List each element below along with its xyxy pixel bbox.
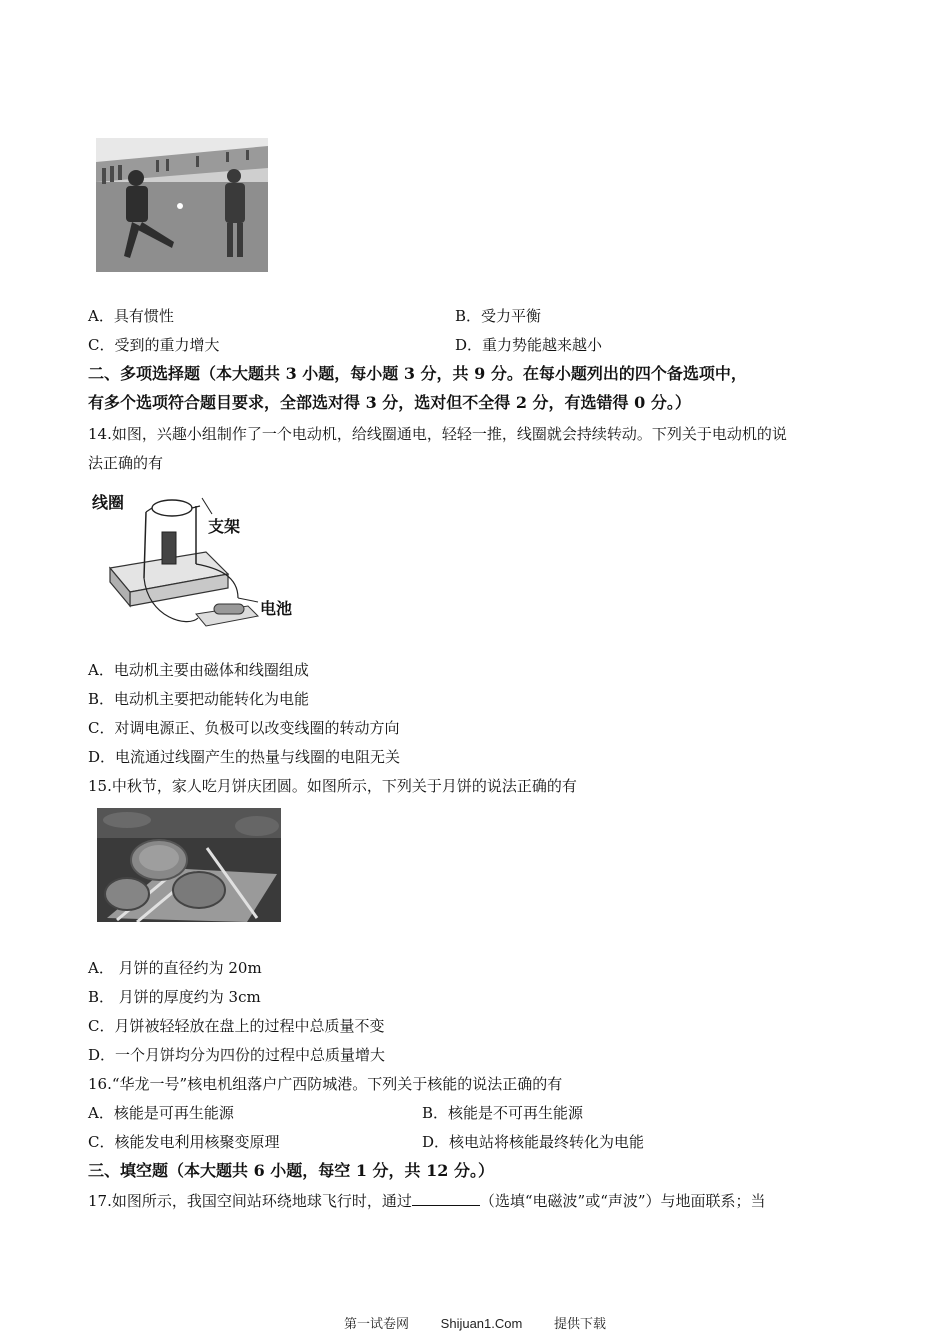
section3-heading: 三、填空题（本大题共 6 小题，每空 1 分，共 12 分。） bbox=[88, 1161, 494, 1180]
label-coil: 线圈 bbox=[92, 493, 125, 512]
label-battery: 电池 bbox=[260, 599, 293, 618]
footer-site-en[interactable]: Shijuan1.Com bbox=[440, 1316, 523, 1331]
q14-stem-line2: 法正确的有 bbox=[88, 454, 164, 472]
q16-option-c[interactable]: C．核能发电利用核聚变原理 bbox=[88, 1133, 280, 1151]
q17-stem-before: 17.如图所示，我国空间站环绕地球飞行时，通过 bbox=[88, 1192, 412, 1210]
q15-option-a[interactable]: A． 月饼的直径约为 20m bbox=[88, 959, 262, 977]
q17-stem bbox=[88, 1191, 766, 1211]
q14-option-d[interactable]: D．电流通过线圈产生的热量与线圈的电阻无关 bbox=[88, 748, 401, 766]
photo-mooncakes bbox=[97, 808, 281, 922]
page-footer bbox=[0, 1313, 950, 1332]
photo-shuttlecock-kick bbox=[96, 138, 268, 272]
q13-option-a[interactable]: A．具有惯性 bbox=[88, 307, 174, 325]
q17-stem-after: （选填“电磁波”或“声波”）与地面联系；当 bbox=[479, 1192, 766, 1210]
footer-action: 提供下载 bbox=[553, 1316, 606, 1331]
section2-heading-line2: 有多个选项符合题目要求，全部选对得 3 分，选对但不全得 2 分，有选错得 0 分。） bbox=[88, 393, 691, 412]
q15-option-b[interactable]: B． 月饼的厚度约为 3cm bbox=[88, 988, 261, 1006]
q17-answer-blank[interactable] bbox=[412, 1191, 480, 1206]
q15-option-d[interactable]: D．一个月饼均分为四份的过程中总质量增大 bbox=[88, 1046, 386, 1064]
q14-option-c[interactable]: C．对调电源正、负极可以改变线圈的转动方向 bbox=[88, 719, 400, 737]
figure-electric-motor bbox=[88, 488, 308, 638]
footer-site-cn[interactable]: 第一试卷网 bbox=[344, 1316, 410, 1331]
q16-stem: 16.“华龙一号”核电机组落户广西防城港。下列关于核能的说法正确的有 bbox=[88, 1075, 563, 1093]
q13-option-b[interactable]: B．受力平衡 bbox=[455, 307, 542, 325]
label-bracket: 支架 bbox=[208, 517, 241, 536]
q13-option-d[interactable]: D．重力势能越来越小 bbox=[455, 336, 603, 354]
q15-stem: 15.中秋节，家人吃月饼庆团圆。如图所示，下列关于月饼的说法正确的有 bbox=[88, 777, 577, 795]
photo-mooncakes-graphic bbox=[97, 808, 281, 922]
section2-heading-line1: 二、多项选择题（本大题共 3 小题，每小题 3 分，共 9 分。在每小题列出的四个备选项中， bbox=[88, 364, 747, 383]
q14-option-b[interactable]: B．电动机主要把动能转化为电能 bbox=[88, 690, 310, 708]
q13-option-c[interactable]: C．受到的重力增大 bbox=[88, 336, 220, 354]
q16-option-a[interactable]: A．核能是可再生能源 bbox=[88, 1104, 234, 1122]
q15-option-c[interactable]: C．月饼被轻轻放在盘上的过程中总质量不变 bbox=[88, 1017, 385, 1035]
q16-option-b[interactable]: B．核能是不可再生能源 bbox=[422, 1104, 584, 1122]
q14-option-a[interactable]: A．电动机主要由磁体和线圈组成 bbox=[88, 661, 309, 679]
photo-shuttlecock-kick-graphic bbox=[96, 138, 268, 272]
q14-stem-line1: 14.如图，兴趣小组制作了一个电动机，给线圈通电，轻轻一推，线圈就会持续转动。下列关于电动机的说 bbox=[88, 425, 787, 443]
q16-option-d[interactable]: D．核电站将核能最终转化为电能 bbox=[422, 1133, 645, 1151]
